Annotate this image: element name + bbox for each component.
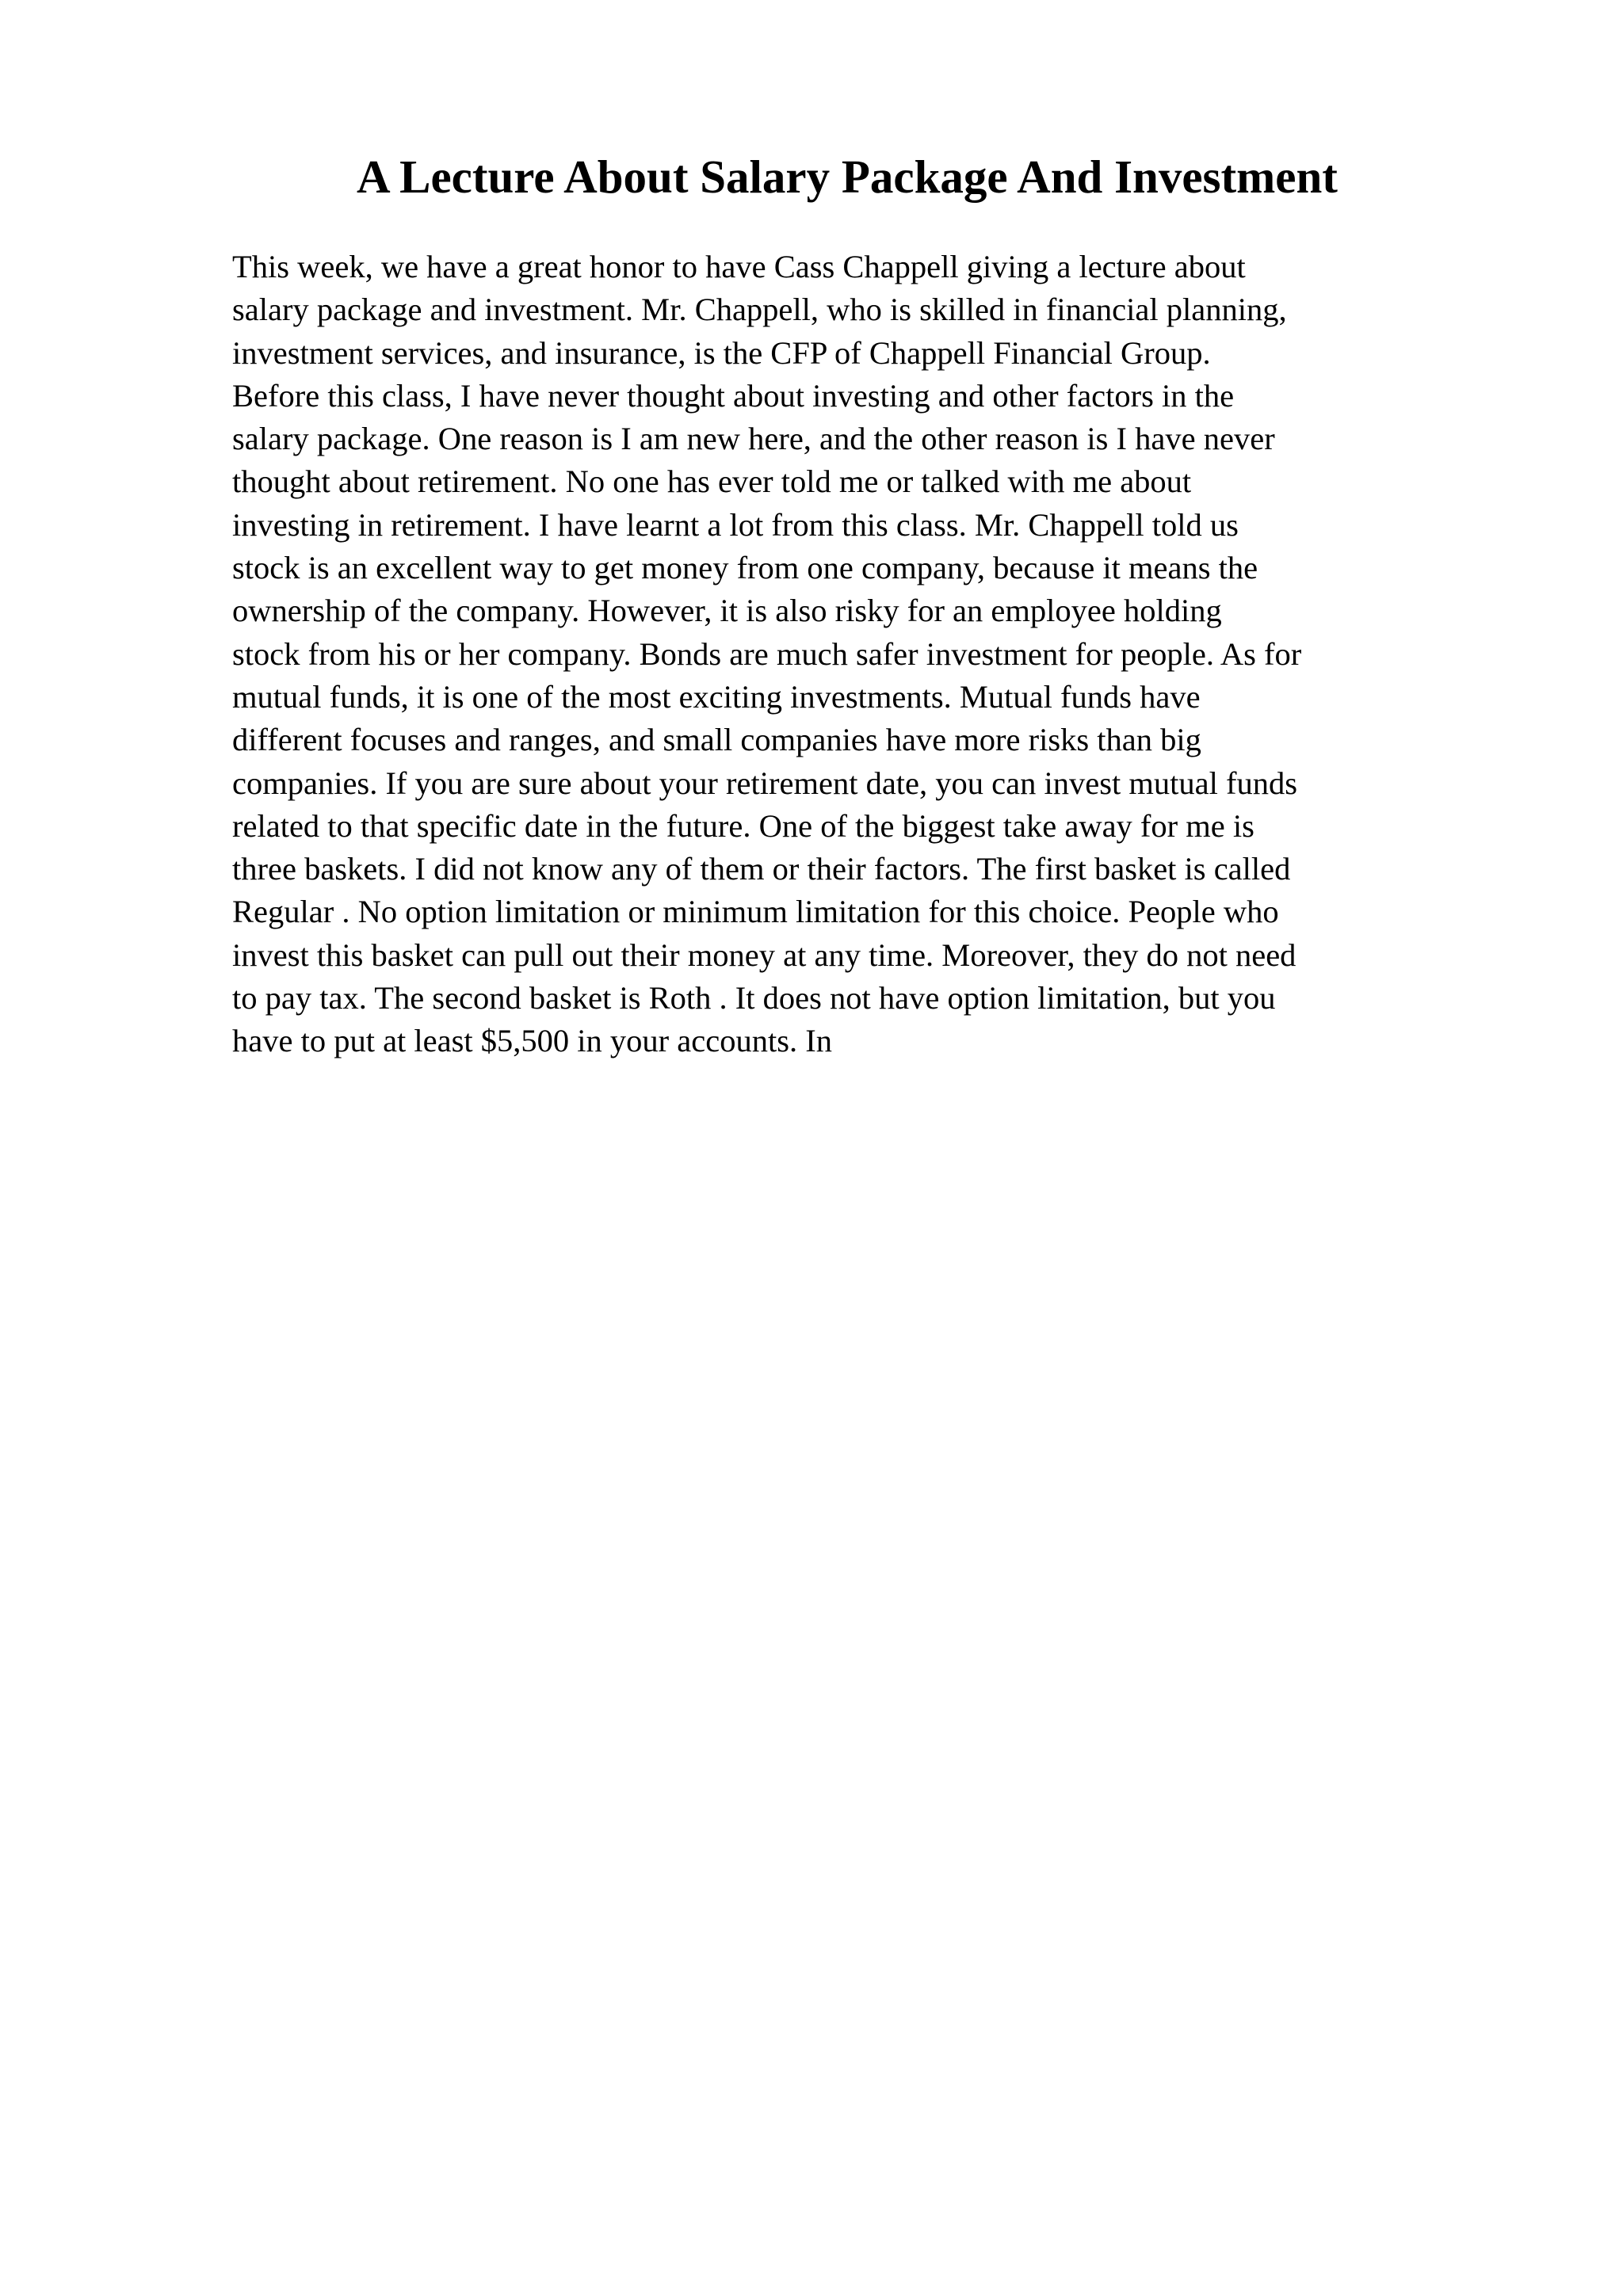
paragraph-line: three baskets. I did not know any of them or their factors. The first basket is called (232, 851, 1291, 887)
paragraph-line: to pay tax. The second basket is Roth . It does not have option limitation, but you (232, 980, 1276, 1016)
paragraph-line: mutual funds, it is one of the most exciting investments. Mutual funds have (232, 678, 1201, 715)
paragraph-line: ownership of the company. However, it is also risky for an employee holding (232, 593, 1222, 629)
paragraph-line: have to put at least $5,500 in your accounts. In (232, 1023, 832, 1059)
paragraph-line: Before this class, I have never thought about investing and other factors in the (232, 377, 1235, 414)
paragraph-line: invest this basket can pull out their money at any time. Moreover, they do not need (232, 936, 1296, 973)
paragraph-line: different focuses and ranges, and small companies have more risks than big (232, 722, 1201, 758)
paragraph-line: companies. If you are sure about your retirement date, you can invest mutual funds (232, 765, 1297, 801)
paragraph-line: investment services, and insurance, is the CFP of Chappell Financial Group. (232, 334, 1211, 371)
paragraph-line: thought about retirement. No one has ever told me or talked with me about (232, 463, 1192, 500)
paragraph-line: stock from his or her company. Bonds are much safer investment for people. As for (232, 635, 1302, 672)
paragraph-line: This week, we have a great honor to have Cass Chappell giving a lecture about (232, 249, 1246, 284)
paragraph-line: stock is an excellent way to get money from one company, because it means the (232, 550, 1258, 586)
paragraph-line: related to that specific date in the future. One of the biggest take away for me is (232, 807, 1254, 844)
paragraph-line: Regular . No option limitation or minimum limitation for this choice. People who (232, 894, 1279, 930)
document-title: A Lecture About Salary Package And Investment (357, 151, 1338, 203)
paragraph-line: salary package and investment. Mr. Chappell, who is skilled in financial planning, (232, 292, 1287, 328)
paragraph-line: salary package. One reason is I am new here, and the other reason is I have never (232, 421, 1275, 457)
paragraph-line: investing in retirement. I have learnt a lot from this class. Mr. Chappell told us (232, 506, 1239, 543)
body-paragraph (232, 246, 1484, 1063)
